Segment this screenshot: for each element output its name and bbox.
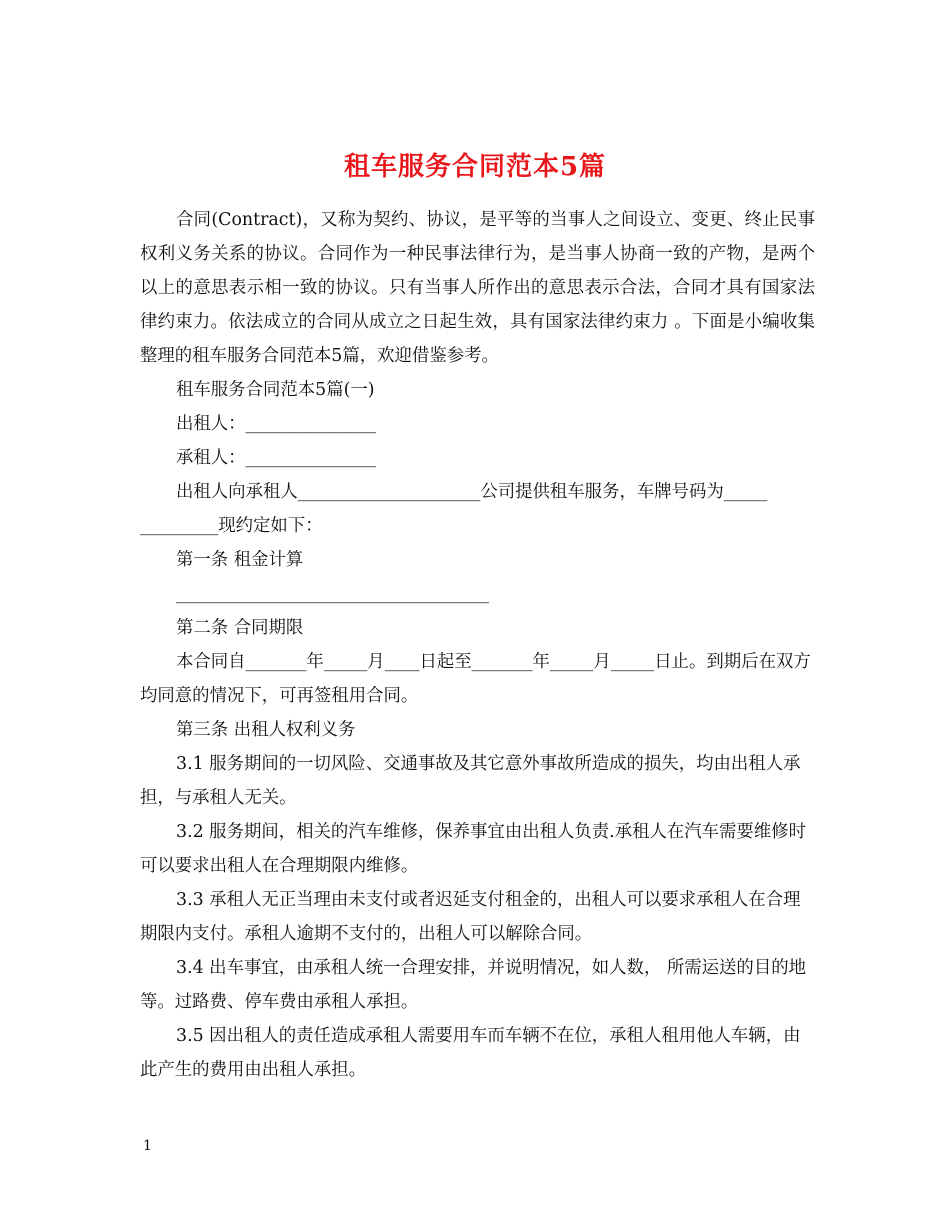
lessee-line: 承租人：_______________ xyxy=(176,448,376,468)
clause-paragraph: 3.2 服务期间，相关的汽车维修，保养事宜由出租人负责.承租人在汽车需要维修时可以要求出租人在合理期限内维修。 xyxy=(140,822,806,876)
section-heading: 租车服务合同范本5篇(一) xyxy=(176,380,375,400)
clause-paragraph: 3.4 出车事宜，由承租人统一合理安排，并说明情况，如人数， 所需运送的目的地等。过路费、停车费由承租人承担。 xyxy=(140,958,806,1012)
clause-paragraph: 3.1 服务期间的一切风险、交通事故及其它意外事故所造成的损失，均由出租人承担，与承租人无关。 xyxy=(140,754,801,808)
article3-heading: 第三条 出租人权利义务 xyxy=(176,720,356,740)
service-line-1: 出租人向承租人_____________________公司提供租车服务，车牌号码为_____ xyxy=(176,482,768,502)
clause-paragraph: 3.3 承租人无正当理由未支付或者迟延支付租金的，出租人可以要求承租人在合理期限内支付。承租人逾期不支付的，出租人可以解除合同。 xyxy=(140,890,801,944)
lessor-line: 出租人：_______________ xyxy=(176,414,376,434)
article2-heading: 第二条 合同期限 xyxy=(176,618,304,638)
page-number: 1 xyxy=(143,1138,152,1154)
intro-paragraph: 合同(Contract)，又称为契约、协议，是平等的当事人之间设立、变更、终止民事权利义务关系的协议。合同作为一种民事法律行为，是当事人协商一致的产物，是两个以上的意思表示相一致的协议。只有当事人所作出的意思表示合法，合同才具有国家法律约束力。依法成立的合同从成立之日起生效，具有国家法律约束力 。下面是小编收集整理的租车服务合同范本5篇，欢迎借鉴参考。 xyxy=(140,210,815,366)
article1-blank: ____________________________________ xyxy=(176,584,490,604)
article1-heading: 第一条 租金计算 xyxy=(176,550,304,570)
clause-paragraph: 3.5 因出租人的责任造成承租人需要用车而车辆不在位，承租人租用他人车辆，由此产生的费用由出租人承担。 xyxy=(140,1026,801,1080)
service-line-2: _________现约定如下： xyxy=(140,516,323,536)
article2-text: 本合同自_______年_____月____日起至_______年_____月_____日止。到期后在双方均同意的情况下，可再签租用合同。 xyxy=(140,652,811,706)
document-title: 租车服务合同范本5篇 xyxy=(343,152,607,183)
document-body xyxy=(140,203,815,1087)
